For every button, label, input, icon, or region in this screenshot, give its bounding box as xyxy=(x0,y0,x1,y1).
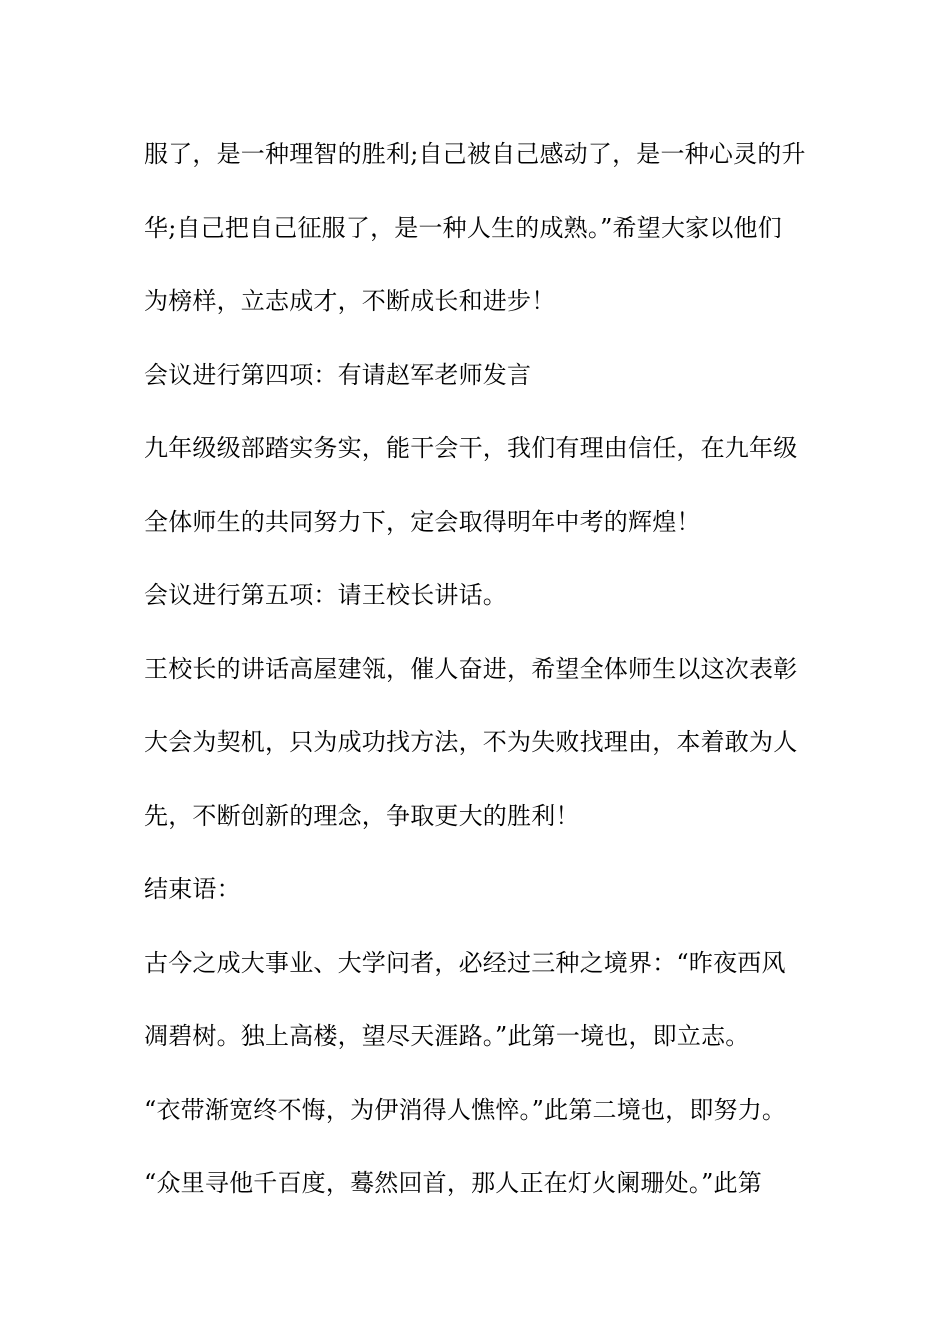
text-line: 大会为契机，只为成功找方法，不为失败找理由，本着敢为人 xyxy=(144,728,798,756)
text-line: “衣带渐宽终不悔，为伊消得人憔悴。”此第二境也，即努力。 xyxy=(144,1095,787,1124)
text-line: “众里寻他千百度，蓦然回首，那人正在灯火阑珊处。”此第 xyxy=(144,1169,762,1197)
text-line: 先，不断创新的理念，争取更大的胜利！ xyxy=(144,801,580,830)
text-line: 古今之成大事业、大学问者，必经过三种之境界：“昨夜西风 xyxy=(144,948,786,977)
section-heading: 结束语： xyxy=(144,875,241,903)
text-line: 凋碧树。独上高楼，望尽天涯路。”此第一境也，即立志。 xyxy=(144,1022,750,1050)
text-line: 为榜样，立志成才，不断成长和进步！ xyxy=(144,287,556,315)
text-line: 全体师生的共同努力下，定会取得明年中考的辉煌！ xyxy=(144,507,701,536)
text-line: 九年级级部踏实务实，能干会干，我们有理由信任，在九年级 xyxy=(144,434,798,462)
document-body xyxy=(144,133,844,1236)
section-heading: 会议进行第五项：请王校长讲话。 xyxy=(144,581,507,609)
text-line: 王校长的讲话高屋建瓴，催人奋进，希望全体师生以这次表彰 xyxy=(144,654,798,683)
text-line: 服了，是一种理智的胜利;自己被自己感动了，是一种心灵的升 xyxy=(144,140,806,168)
section-heading: 会议进行第四项：有请赵军老师发言 xyxy=(144,360,532,389)
text-line: 华;自己把自己征服了，是一种人生的成熟。”希望大家以他们 xyxy=(144,213,782,242)
